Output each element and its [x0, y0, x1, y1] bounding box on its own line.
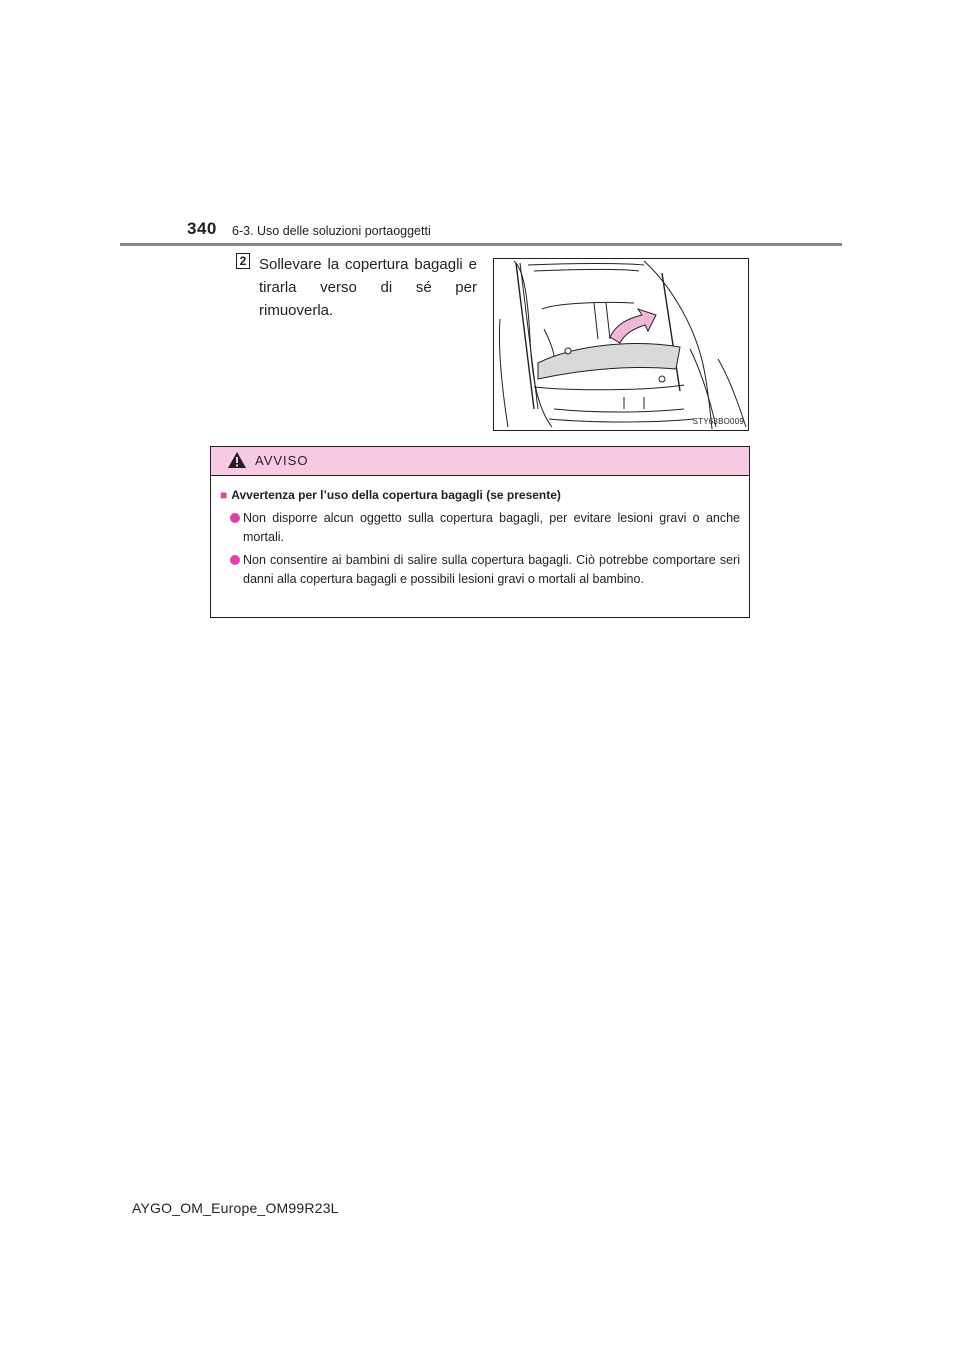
- warning-box: [210, 446, 750, 618]
- warning-header: [211, 447, 749, 476]
- warning-bullet-text: Non consentire ai bambini di salire sulla copertura bagagli. Ciò potrebbe comportare seri danni alla copertura bagagli e possibili lesioni gravi o mortali al bambino.: [243, 553, 740, 586]
- warning-heading: [220, 488, 561, 502]
- warning-bullet-2: [230, 551, 740, 589]
- warning-bullet-text: Non disporre alcun oggetto sulla copertura bagagli, per evitare lesioni gravi o anche mortali.: [243, 511, 740, 544]
- luggage-cover-illustration: [494, 259, 748, 430]
- bullet-dot-icon: [230, 513, 240, 523]
- footer-code: AYGO_OM_Europe_OM99R23L: [132, 1200, 339, 1216]
- section-title: 6-3. Uso delle soluzioni portaoggetti: [232, 224, 431, 238]
- warning-bullet-1: [230, 509, 740, 547]
- header-rule: [120, 243, 842, 246]
- warning-heading-text: Avvertenza per l’uso della copertura bagagli (se presente): [231, 488, 561, 502]
- figure-code: STY63BO009: [692, 417, 744, 426]
- page-number: 340: [187, 219, 217, 238]
- warning-triangle-icon: [227, 451, 247, 469]
- step-text: Sollevare la copertura bagagli e tirarla verso di sé per rimuoverla.: [259, 256, 477, 319]
- step-badge: 2: [236, 253, 250, 269]
- square-bullet-icon: ■: [220, 488, 228, 502]
- warning-title: AVVISO: [255, 453, 309, 468]
- figure: [493, 258, 749, 431]
- bullet-dot-icon: [230, 555, 240, 565]
